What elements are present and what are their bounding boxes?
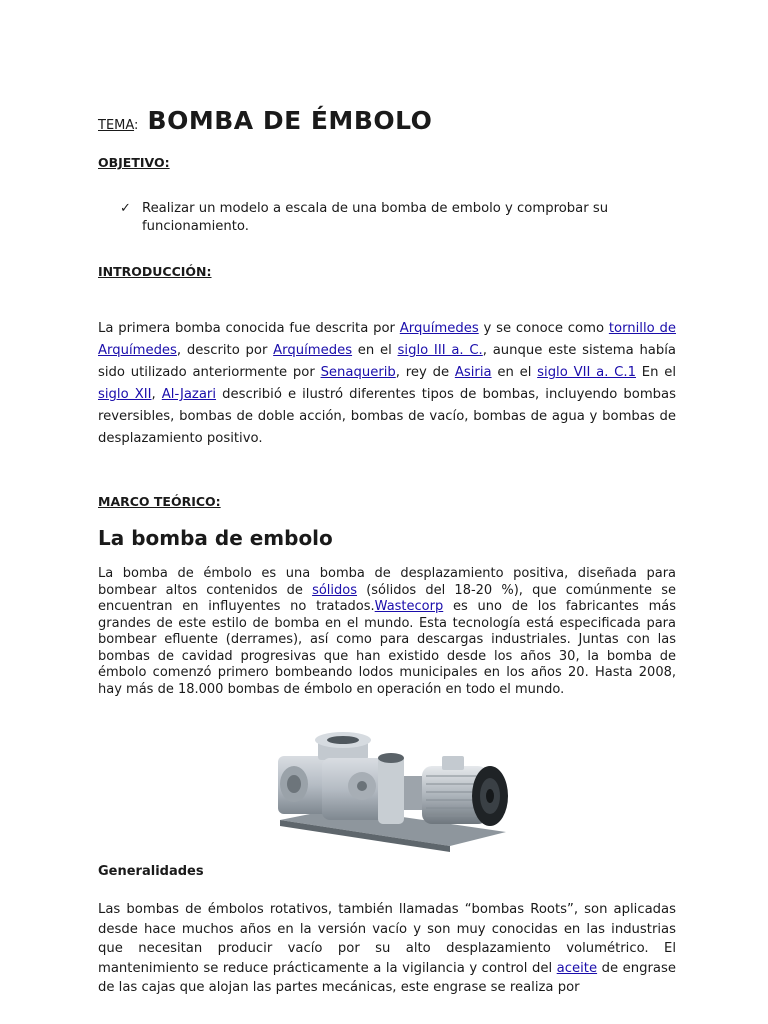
generalidades-paragraph: [98, 900, 676, 998]
tema-colon: :: [134, 118, 139, 133]
link-al-jazari[interactable]: Al-Jazari: [161, 387, 217, 402]
marco-heading: MARCO TEÓRICO:: [98, 494, 221, 509]
link-senaquerib[interactable]: Senaquerib: [320, 365, 396, 380]
generalidades-heading: Generalidades: [98, 864, 204, 879]
intro-text-10: describió e ilustró diferentes tipos de bombas, incluyendo bombas reversibles, bombas de doble acción, bombas de vacío, bombas de agua y bombas de desplazamiento positivo.: [98, 387, 676, 446]
roots-pump-photo: [270, 728, 516, 858]
marco-subtitle: La bomba de embolo: [98, 526, 333, 550]
intro-text-8: En el: [635, 365, 676, 380]
objetivo-heading: OBJETIVO:: [98, 155, 170, 170]
link-aceite[interactable]: aceite: [556, 960, 598, 976]
intro-text-7: en el: [491, 365, 538, 380]
marco-text-2: (sólidos del 18-20 %), que comúnmente se encuentran en influyentes no tratados.: [98, 582, 676, 614]
link-arquimedes-1[interactable]: Arquímedes: [399, 321, 479, 336]
document-title: BOMBA DE ÉMBOLO: [147, 106, 433, 135]
checkmark-icon: ✓: [120, 201, 131, 216]
link-siglo-vii[interactable]: siglo VII a. C.1: [537, 365, 636, 380]
marco-text-3: es uno de los fabricantes más grandes de este estilo de bomba en el mundo. Esta tecnología está especificada para bombear efluente (derrames), así como para descargas industriales. Juntas con las bombas de cavidad progresivas que han existido desde los años 30, la bomba de émbolo comenzó primero bombeando lodos municipales en los años 20. Hasta 2008, hay más de 18.000 bombas de émbolo en operación en todo el mundo.: [98, 599, 676, 697]
objetivo-item-text: Realizar un modelo a escala de una bomba de embolo y comprobar su funcionamiento.: [142, 201, 609, 234]
intro-text-2: y se conoce como: [478, 321, 609, 336]
introduccion-heading: INTRODUCCIÓN:: [98, 264, 212, 279]
link-siglo-iii[interactable]: siglo III a. C.: [397, 343, 483, 358]
intro-text-9: ,: [151, 387, 162, 402]
intro-text-1: La primera bomba conocida fue descrita por: [98, 321, 400, 336]
intro-text-3: , descrito por: [176, 343, 274, 358]
intro-text-5: , aunque este sistema había sido utilizado anteriormente por: [98, 343, 677, 380]
link-arquimedes-2[interactable]: Arquímedes: [273, 343, 353, 358]
link-asiria[interactable]: Asiria: [454, 365, 492, 380]
link-solidos[interactable]: sólidos: [312, 582, 358, 598]
marco-text-1: La bomba de émbolo es una bomba de desplazamiento positiva, diseñada para bombear altos contenidos de: [98, 566, 676, 598]
intro-text-6: , rey de: [395, 365, 455, 380]
marco-paragraph: [98, 566, 676, 698]
introduccion-paragraph: [98, 318, 676, 450]
intro-text-4: en el: [352, 343, 398, 358]
tema-line: [98, 106, 676, 135]
gen-text-2: de engrase de las cajas que alojan las partes mecánicas, este engrase se realiza por: [98, 960, 676, 996]
link-wastecorp[interactable]: Wastecorp: [374, 599, 444, 614]
link-siglo-xii[interactable]: siglo XII: [98, 387, 152, 402]
objetivo-item: [120, 200, 660, 236]
tema-label: TEMA: [98, 118, 135, 133]
gen-text-1: Las bombas de émbolos rotativos, también llamadas “bombas Roots”, son aplicadas desde hace muchos años en la versión vacío y son muy conocidas en las industrias que necesitan producir vacío por su alto desplazamiento volumétrico. El mantenimiento se reduce prácticamente a la vigilancia y control del: [98, 902, 676, 976]
link-tornillo-arquimedes[interactable]: tornillo de Arquímedes: [98, 321, 676, 358]
